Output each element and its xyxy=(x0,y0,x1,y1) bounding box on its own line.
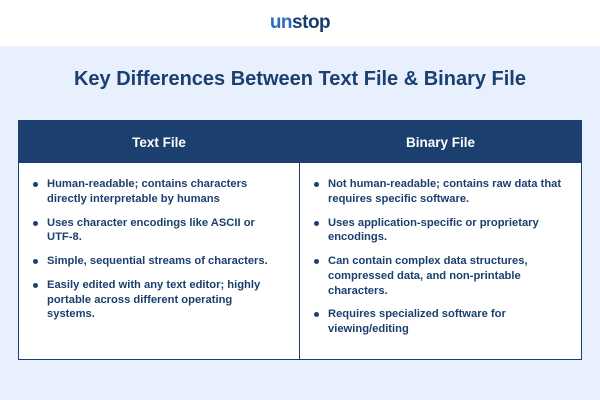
unstop-logo xyxy=(270,12,330,34)
logo-text-stop: stop xyxy=(292,12,331,33)
table-header-row xyxy=(19,121,581,163)
comparison-table xyxy=(18,120,582,360)
list-item: Can contain complex data structures, compressed data, and non-printable characters. xyxy=(314,254,565,298)
list-item: Easily edited with any text editor; highly portable across different operating systems. xyxy=(33,278,283,322)
table-body-row xyxy=(19,163,581,359)
page-title: Key Differences Between Text File & Binary File xyxy=(73,68,526,90)
list-item: Human-readable; contains characters directly interpretable by humans xyxy=(33,177,283,207)
binary-file-list xyxy=(314,177,565,337)
logo-text-un: un xyxy=(269,12,293,33)
list-item: Simple, sequential streams of characters. xyxy=(33,254,283,269)
list-item: Uses application-specific or proprietary encodings. xyxy=(314,216,565,246)
list-item: Requires specialized software for viewing/editing xyxy=(314,307,565,337)
column-header-binary-file: Binary File xyxy=(405,134,476,150)
cell-text-file xyxy=(19,163,300,359)
text-file-list xyxy=(33,177,283,322)
logo-band xyxy=(0,0,600,46)
cell-binary-file xyxy=(300,163,581,359)
list-item: Uses character encodings like ASCII or UTF-8. xyxy=(33,216,283,246)
column-header-text-file: Text File xyxy=(19,121,300,163)
list-item: Not human-readable; contains raw data that requires specific software. xyxy=(314,177,565,207)
